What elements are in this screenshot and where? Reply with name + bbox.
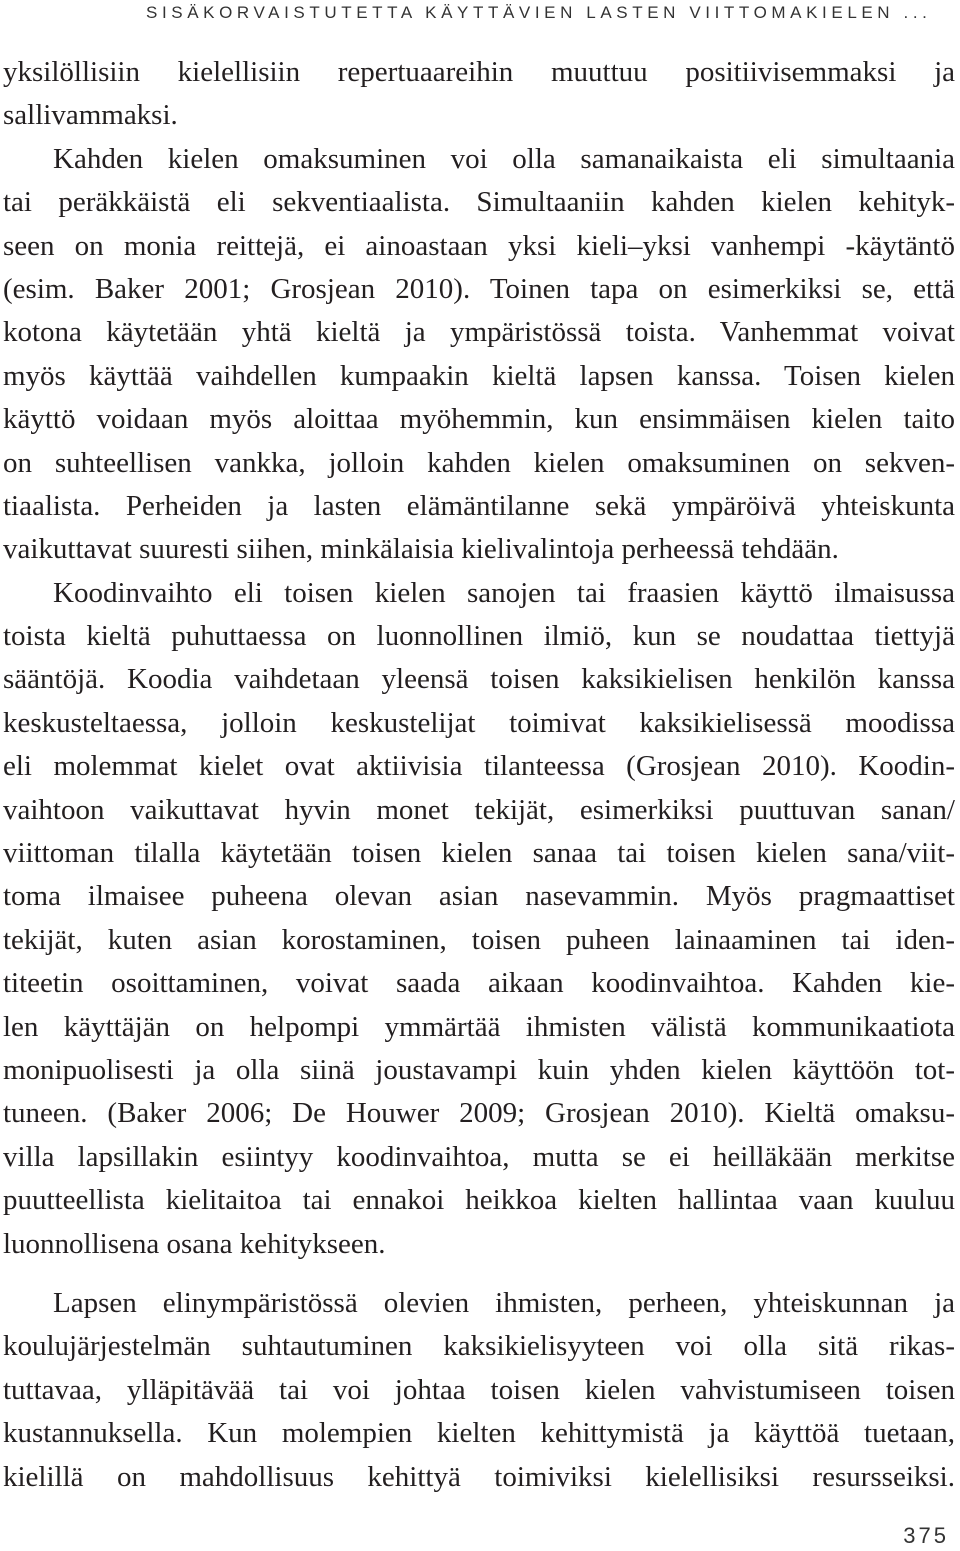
text-line: keskusteltaessa, jolloin keskustelijat toimivat kaksikielisessä moodissa [3, 706, 955, 739]
text-line: toista kieltä puhuttaessa on luonnollinen ilmiö, kun se noudattaa tiettyjä [3, 620, 955, 653]
text-line: kustannuksella. Kun molempien kielten kehittymistä ja käyttöä tuetaan, [3, 1417, 955, 1450]
paragraph-gap [3, 1266, 955, 1282]
text-line: viittoman tilalla käytetään toisen kielen sanaa tai toisen kielen sana/viit- [3, 837, 955, 870]
text-line: titeetin osoittaminen, voivat saada aikaan koodinvaihtoa. Kahden kie- [3, 967, 955, 1000]
text-line: len käyttäjän on helpompi ymmärtää ihmisten välistä kommunikaatiota [3, 1010, 955, 1043]
body-text [3, 51, 955, 1499]
text-line: koulujärjestelmän suhtautuminen kaksikielisyyteen voi olla sitä rikas- [3, 1330, 955, 1363]
text-line: käyttö voidaan myös aloittaa myöhemmin, kun ensimmäisen kielen taito [3, 403, 955, 436]
text-line: puutteellista kielitaitoa tai ennakoi heikkoa kielten hallintaa vaan kuuluu [3, 1184, 955, 1217]
text-line: myös käyttää vaihdellen kumpaakin kieltä lapsen kanssa. Toisen kielen [3, 359, 955, 392]
text-line: sääntöjä. Koodia vaihdetaan yleensä toisen kaksikielisen henkilön kanssa [3, 663, 955, 696]
text-line: monipuolisesti ja olla siinä joustavampi kuin yhden kielen käyttöön tot- [3, 1053, 955, 1086]
text-line: tekijät, kuten asian korostaminen, toisen puheen lainaaminen tai iden- [3, 923, 955, 956]
running-head: SISÄKORVAISTUTETTA KÄYTTÄVIEN LASTEN VIITTOMAKIELEN ... [146, 3, 932, 22]
paragraph [3, 1282, 955, 1499]
text-line: on suhteellisen vankka, jolloin kahden kielen omaksuminen on sekven- [3, 446, 955, 479]
paragraph [3, 51, 955, 138]
text-line: (esim. Baker 2001; Grosjean 2010). Toinen tapa on esimerkiksi se, että [3, 272, 955, 305]
text-line: vaihtoon vaikuttavat hyvin monet tekijät, esimerkiksi puuttuvan sanan/ [3, 793, 955, 826]
text-line: kielillä on mahdollisuus kehittyä toimiviksi kielellisiksi resursseiksi. [3, 1460, 955, 1493]
text-line: Lapsen elinympäristössä olevien ihmisten, perheen, yhteiskunnan ja [53, 1286, 955, 1319]
text-line: tuneen. (Baker 2006; De Houwer 2009; Grosjean 2010). Kieltä omaksu- [3, 1097, 955, 1130]
text-line: sallivammaksi. [3, 99, 178, 132]
paragraph [3, 138, 955, 572]
text-line: Koodinvaihto eli toisen kielen sanojen tai fraasien käyttö ilmaisussa [53, 576, 955, 609]
text-line: yksilöllisiin kielellisiin repertuaareihin muuttuu positiivisemmaksi ja [3, 56, 955, 88]
text-line: toma ilmaisee puheena olevan asian nasevammin. Myös pragmaattiset [3, 880, 955, 913]
text-line: luonnollisena osana kehitykseen. [3, 1227, 386, 1260]
text-line: tuttavaa, ylläpitävää tai voi johtaa toisen kielen vahvistumiseen toisen [3, 1373, 955, 1406]
text-line: seen on monia reittejä, ei ainoastaan yksi kieli–yksi vanhempi -käytäntö [3, 229, 955, 262]
text-line: kotona käytetään yhtä kieltä ja ympäristössä toista. Vanhemmat voivat [3, 316, 955, 349]
page-number: 375 [903, 1523, 949, 1548]
text-line: tai peräkkäistä eli sekventiaalista. Simultaaniin kahden kielen kehityk- [3, 186, 955, 219]
paragraph [3, 572, 955, 1266]
text-line: vaikuttavat suuresti siihen, minkälaisia kielivalintoja perheessä tehdään. [3, 533, 839, 566]
text-line: villa lapsillakin esiintyy koodinvaihtoa, mutta se ei heilläkään merkitse [3, 1140, 955, 1173]
text-line: Kahden kielen omaksuminen voi olla samanaikaista eli simultaania [53, 142, 955, 175]
text-line: tiaalista. Perheiden ja lasten elämäntilanne sekä ympäröivä yhteiskunta [3, 489, 955, 522]
text-line: eli molemmat kielet ovat aktiivisia tilanteessa (Grosjean 2010). Koodin- [3, 750, 955, 783]
